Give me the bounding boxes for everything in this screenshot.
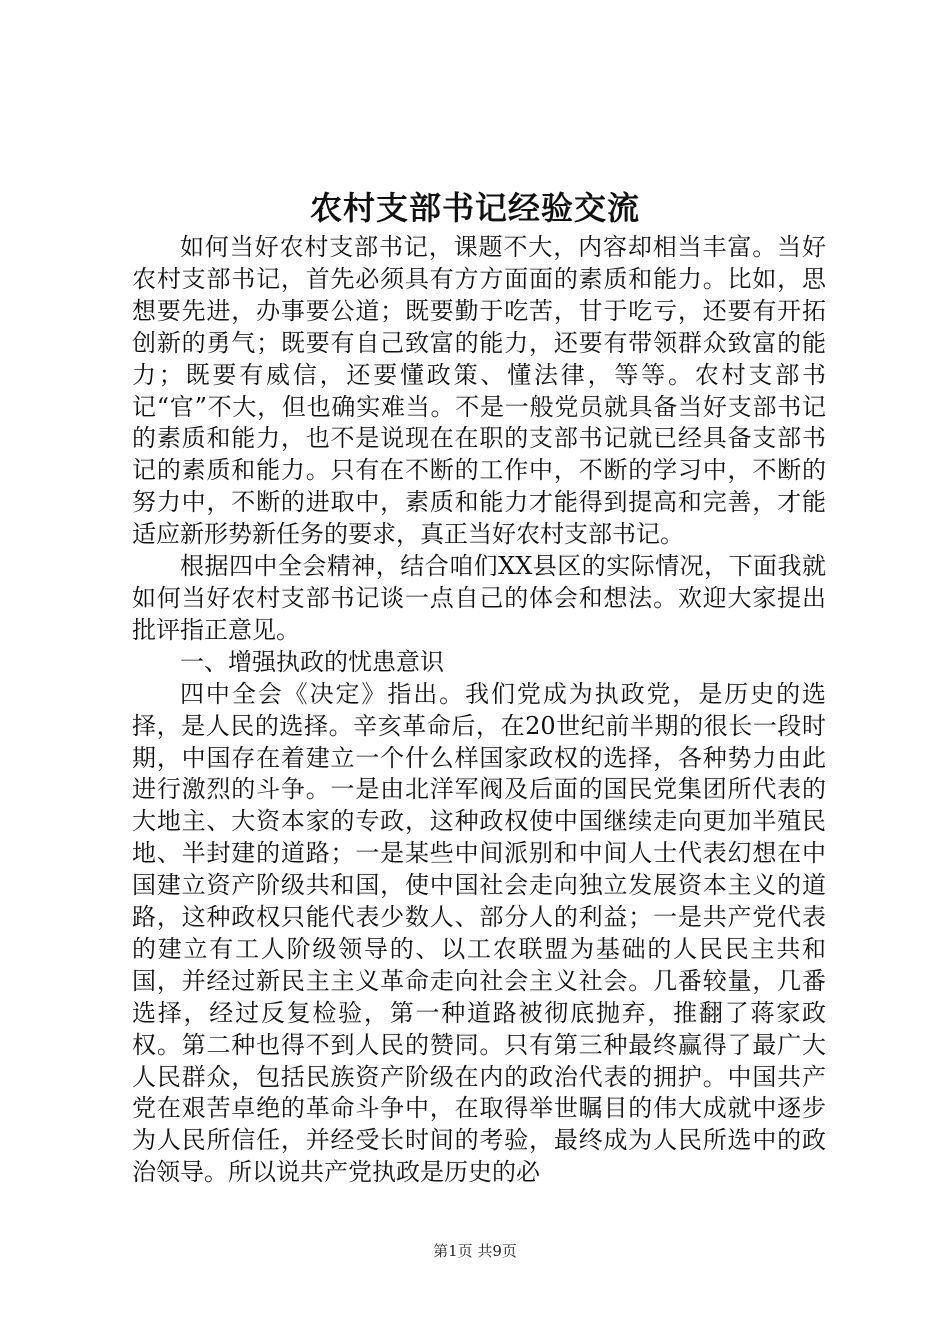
page-footer: 第1页 共9页 (433, 1242, 517, 1260)
document-title: 农村支部书记经验交流 (309, 189, 640, 227)
paragraph-intro: 如何当好农村支部书记，课题不大，内容却相当丰富。当好农村支部书记，首先必须具有方方面面的素质和能力。比如，思想要先进，办事要公道；既要勤于吃苦，甘于吃亏，还要有开拓创新的勇气；既要有自己致富的能力，还要有带领群众致富的能力；既要有威信，还要懂政策、懂法律，等等。农村支部书记“官”不大，但也确实难当。不是一般党员就具备当好支部书记的素质和能力，也不是说现在在职的支部书记就已经具备支部书记的素质和能力。只有在不断的工作中，不断的学习中，不断的努力中，不断的进取中，素质和能力才能得到提高和完善，才能适应新形势新任务的要求，真正当好农村支部书记。 (132, 233, 826, 549)
paragraph-context: 根据四中全会精神，结合咱们XX县区的实际情况，下面我就如何当好农村支部书记谈一点自己的体会和想法。欢迎大家提出批评指正意见。 (132, 552, 826, 644)
document-body (132, 232, 826, 1189)
paragraph-history: 四中全会《决定》指出。我们党成为执政党，是历史的选择，是人民的选择。辛亥革命后，在20世纪前半期的很长一段时期，中国存在着建立一个什么样国家政权的选择，各种势力由此进行激烈的斗争。一是由北洋军阀及后面的国民党集团所代表的大地主、大资本家的专政，这种政权使中国继续走向更加半殖民地、半封建的道路；一是某些中间派别和中间人士代表幻想在中国建立资产阶级共和国，使中国社会走向独立发展资本主义的道路，这种政权只能代表少数人、部分人的利益；一是共产党代表的建立有工人阶级领导的、以工农联盟为基础的人民民主共和国，并经过新民主主义革命走向社会主义社会。几番较量，几番选择，经过反复检验，第一种道路被彻底抛弃，推翻了蒋家政权。第二种也得不到人民的赞同。只有第三种最终赢得了最广大人民群众，包括民族资产阶级在内的政治代表的拥护。中国共产党在艰苦卓绝的革命斗争中，在取得举世瞩目的伟大成就中逐步为人民所信任，并经受长时间的考验，最终成为人民所选中的政治领导。所以说共产党执政是历史的必 (132, 679, 826, 1187)
section-heading: 一、增强执政的忧患意识 (180, 647, 444, 676)
